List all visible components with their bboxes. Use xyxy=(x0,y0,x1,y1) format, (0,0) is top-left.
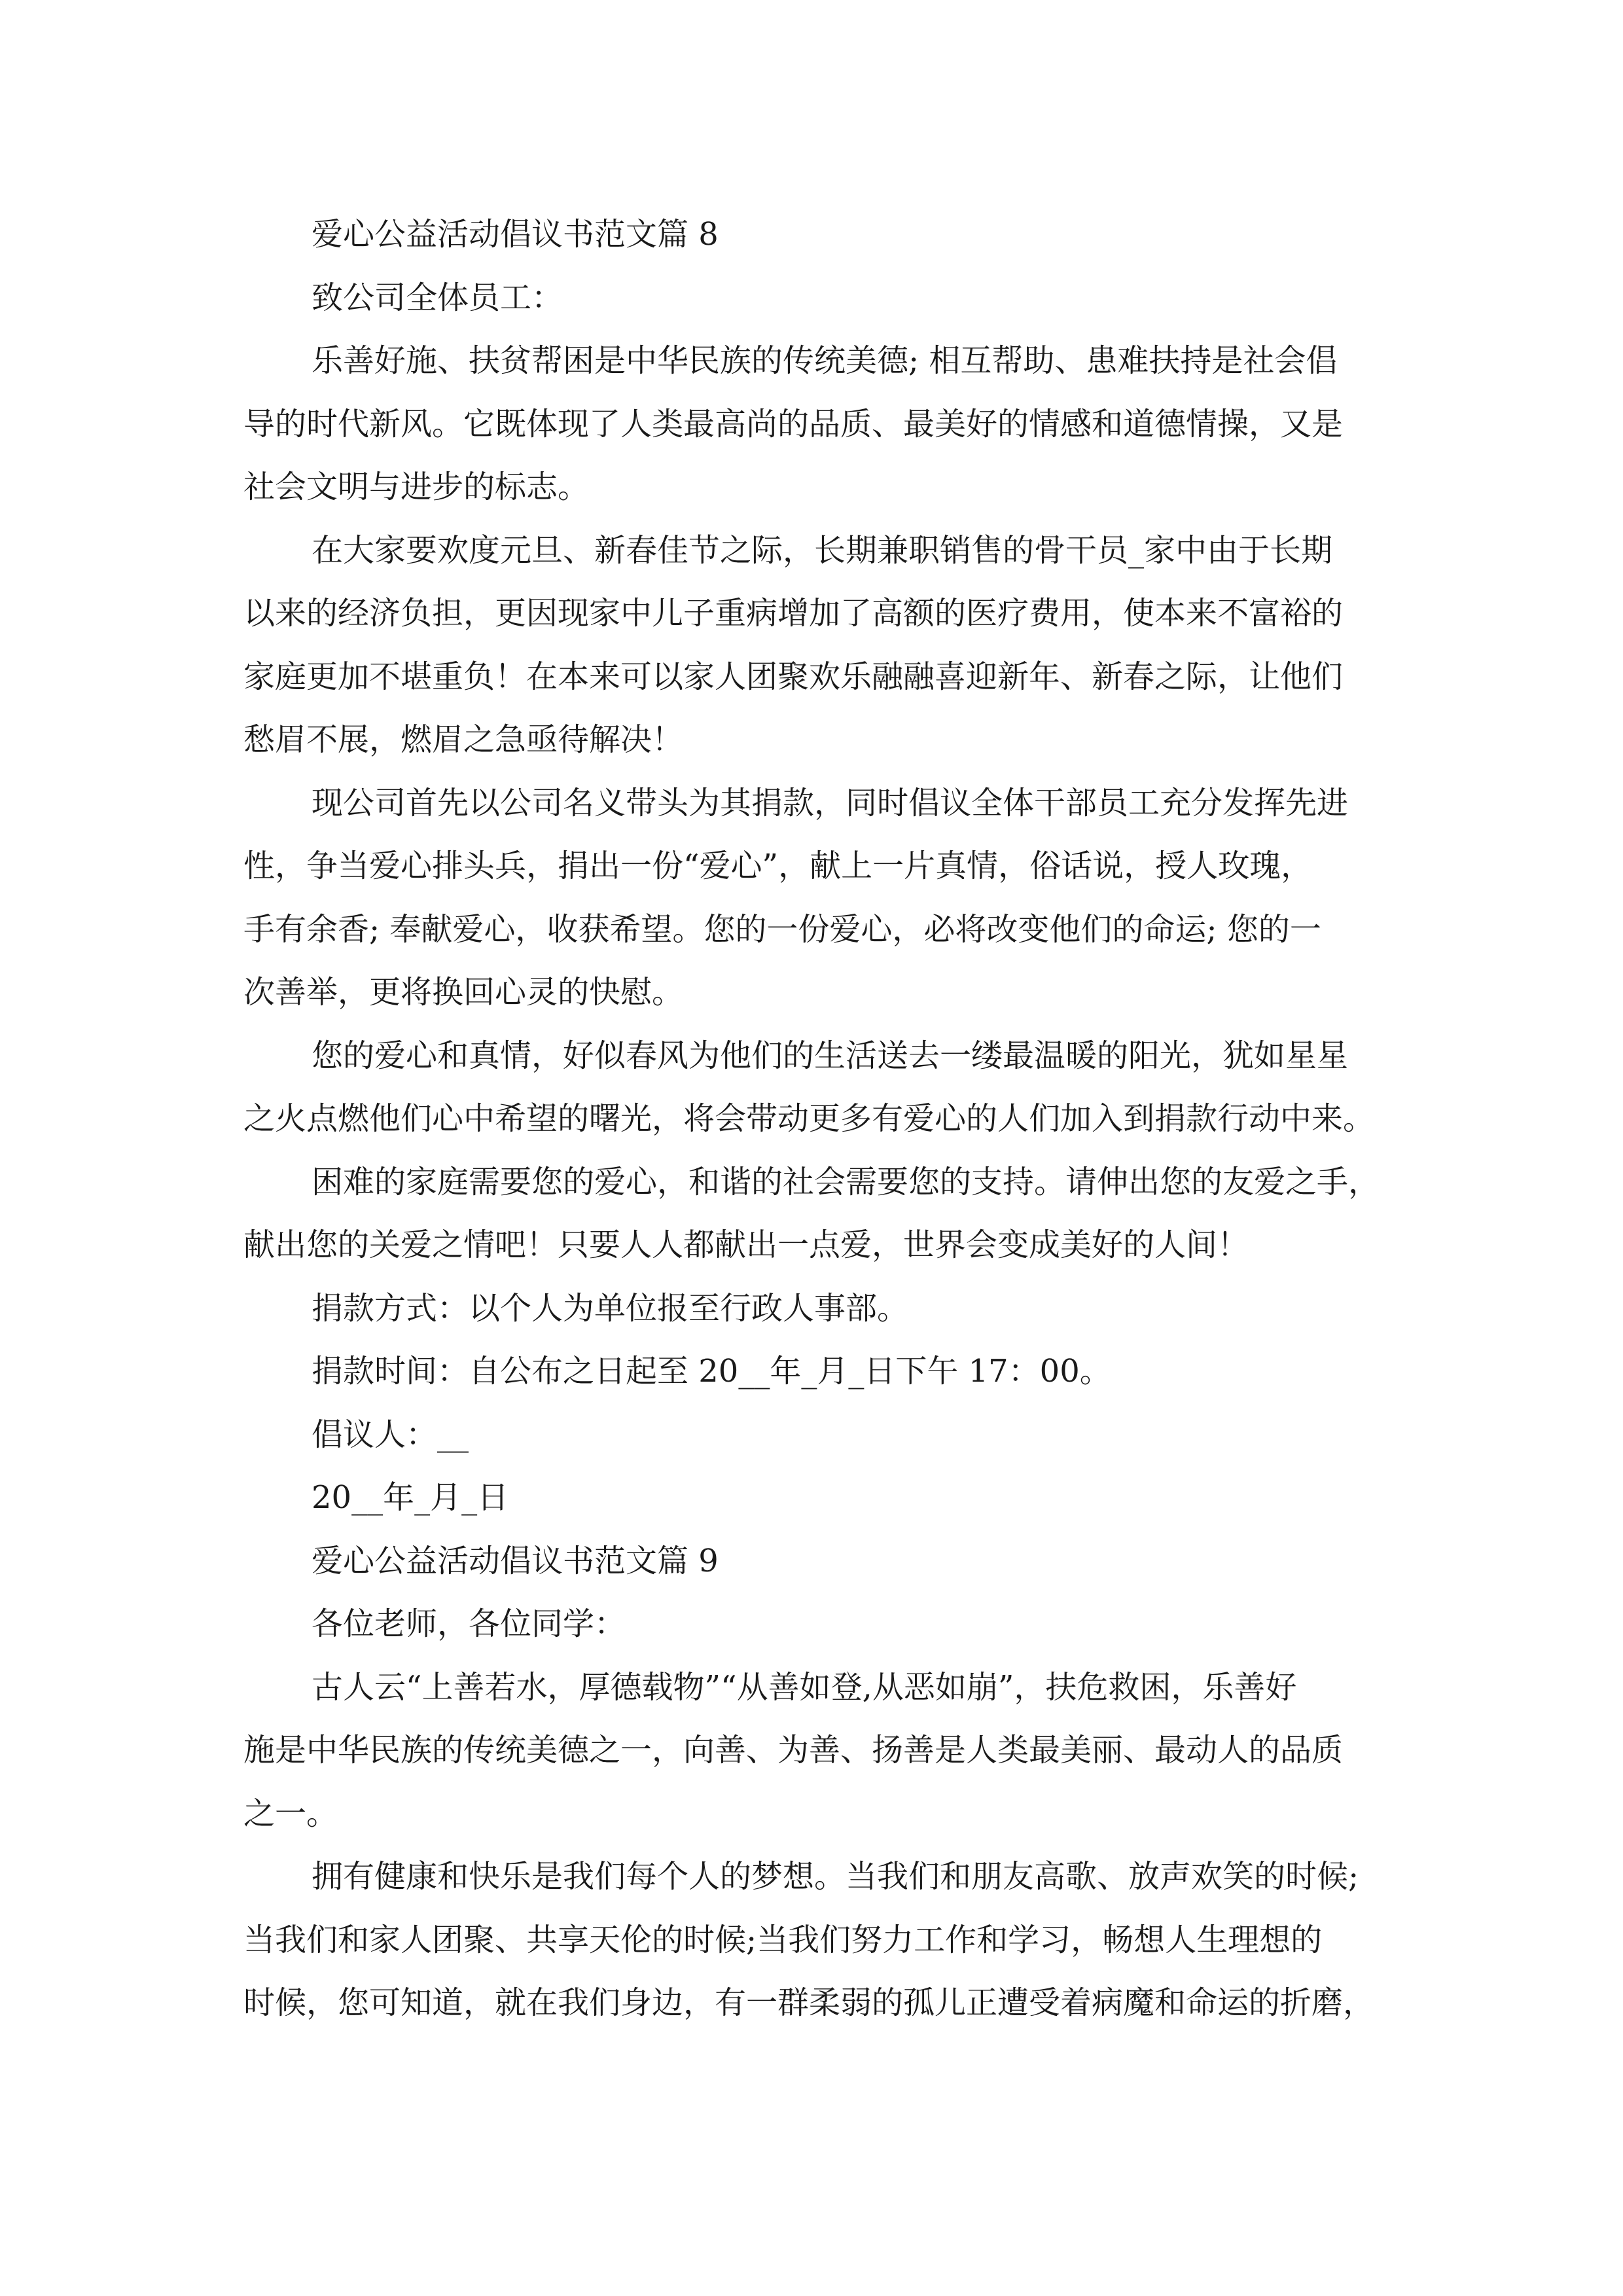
paragraph-line: 施是中华民族的传统美德之一，向善、为善、扬善是人类最美丽、最动人的品质 xyxy=(243,1732,1344,1768)
paragraph-line: 当我们和家人团聚、共享天伦的时候;当我们努力工作和学习，畅想人生理想的 xyxy=(243,1921,1323,1958)
salutation-8: 致公司全体员工： xyxy=(312,279,563,316)
paragraph-line: 古人云“上善若水，厚德载物”“从善如登,从恶如崩”，扶危救困，乐善好 xyxy=(312,1668,1297,1706)
paragraph-line: 愁眉不展，燃眉之急亟待解决！ xyxy=(243,721,684,758)
paragraph-line: 时候，您可知道，就在我们身边，有一群柔弱的孤儿正遭受着病魔和命运的折磨， xyxy=(243,1984,1375,2021)
paragraph-line: 之一。 xyxy=(243,1795,338,1832)
paragraph-line: 次善举，更将换回心灵的快慰。 xyxy=(243,974,684,1011)
paragraph-line: 拥有健康和快乐是我们每个人的梦想。当我们和朋友高歌、放声欢笑的时候; xyxy=(312,1858,1359,1895)
paragraph-line: 社会文明与进步的标志。 xyxy=(243,469,590,505)
donation-method: 捐款方式：以个人为单位报至行政人事部。 xyxy=(312,1289,909,1327)
paragraph-line: 您的爱心和真情，好似春风为他们的生活送去一缕最温暖的阳光，犹如星星 xyxy=(312,1037,1349,1074)
initiator: 倡议人：__ xyxy=(312,1416,469,1453)
paragraph-line: 乐善好施、扶贫帮困是中华民族的传统美德; 相互帮助、患难扶持是社会倡 xyxy=(312,342,1338,379)
paragraph-line: 困难的家庭需要您的爱心，和谐的社会需要您的支持。请伸出您的友爱之手， xyxy=(312,1163,1380,1200)
donation-time: 捐款时间：自公布之日起至 20__年_月_日下午 17：00。 xyxy=(312,1353,1111,1390)
paragraph-line: 家庭更加不堪重负！在本来可以家人团聚欢乐融融喜迎新年、新春之际，让他们 xyxy=(243,658,1344,695)
section-title-8: 爱心公益活动倡议书范文篇 8 xyxy=(312,216,719,253)
section-title-9: 爱心公益活动倡议书范文篇 9 xyxy=(312,1542,719,1579)
paragraph-line: 手有余香; 奉献爱心，收获希望。您的一份爱心，必将改变他们的命运; 您的一 xyxy=(243,910,1321,948)
paragraph-line: 性，争当爱心排头兵，捐出一份“爱心”，献上一片真情，俗话说，授人玫瑰， xyxy=(243,848,1313,884)
date-line: 20__年_月_日 xyxy=(312,1479,509,1516)
salutation-9: 各位老师，各位同学： xyxy=(312,1605,626,1642)
paragraph-line: 现公司首先以公司名义带头为其捐款，同时倡议全体干部员工充分发挥先进 xyxy=(312,784,1349,821)
paragraph-line: 献出您的关爱之情吧！只要人人都献出一点爱，世界会变成美好的人间！ xyxy=(243,1227,1249,1263)
paragraph-line: 在大家要欢度元旦、新春佳节之际，长期兼职销售的骨干员_家中由于长期 xyxy=(312,531,1333,569)
paragraph-line: 导的时代新风。它既体现了人类最高尚的品质、最美好的情感和道德情操，又是 xyxy=(243,405,1344,442)
paragraph-line: 以来的经济负担，更因现家中儿子重病增加了高额的医疗费用，使本来不富裕的 xyxy=(243,595,1344,632)
paragraph-line: 之火点燃他们心中希望的曙光，将会带动更多有爱心的人们加入到捐款行动中来。 xyxy=(243,1100,1375,1137)
document-body xyxy=(243,203,1389,2035)
